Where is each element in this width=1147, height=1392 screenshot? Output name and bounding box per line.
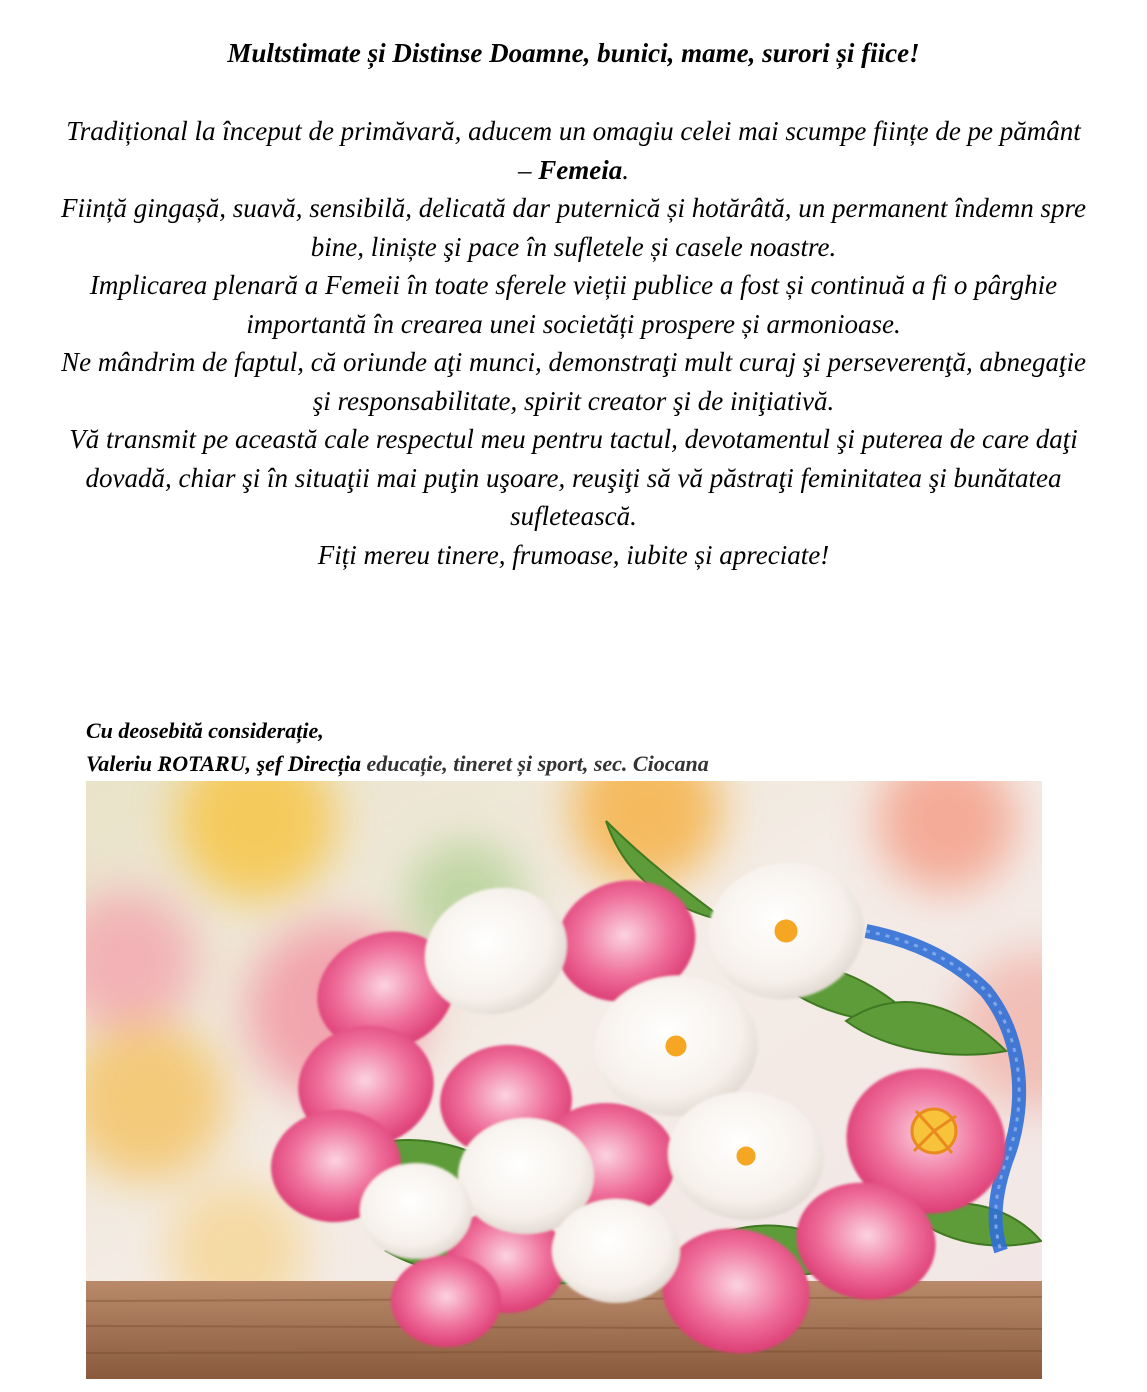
paragraph-tribute-lead: Tradițional la început de primăvară, aducem un omagiu celei mai scumpe ființe de pe pământ –	[66, 116, 1081, 185]
paragraph-pride: Ne mândrim de faptul, că oriunde aţi munci, demonstraţi mult curaj şi perseverenţă, abnegaţie şi responsabilitate, spirit creator şi de iniţiativă.	[61, 347, 1086, 416]
letter-body	[60, 112, 1087, 574]
emphasis-femeia: Femeia	[538, 154, 623, 185]
signature-block	[86, 714, 709, 780]
signature-author	[86, 747, 709, 780]
letter-greeting: Multstimate și Distinse Doamne, bunici, mame, surori și fiice!	[227, 38, 920, 68]
paragraph-qualities: Ființă gingașă, suavă, sensibilă, delicată dar puternică și hotărâtă, un permanent îndemn spre bine, liniște şi pace în sufletele și casele noastre.	[61, 193, 1086, 262]
paragraph-wishes: Fiți mereu tinere, frumoase, iubite și apreciate!	[317, 539, 830, 570]
signature-closing: Cu deosebită considerație,	[86, 718, 324, 743]
tulip-bouquet-icon	[86, 781, 1042, 1379]
tulip-bouquet-photo	[86, 781, 1042, 1379]
paragraph-tribute	[60, 112, 1087, 189]
signature-department: educație, tineret și sport, sec. Ciocana	[366, 751, 709, 776]
paragraph-involvement: Implicarea plenară a Femeii în toate sferele vieții publice a fost și continuă a fi o pârghie importantă în crearea unei societăți prospere și armonioase.	[89, 270, 1058, 339]
signature-name-title: Valeriu ROTARU, şef Direcția	[86, 751, 367, 776]
paragraph-respect: Vă transmit pe această cale respectul meu pentru tactul, devotamentul şi puterea de care daţi dovadă, chiar şi în situaţii mai puţin uşoare, reuşiţi să vă păstraţi feminitatea şi bunătatea sufletească.	[69, 424, 1078, 531]
paragraph-tribute-end: .	[622, 154, 629, 185]
